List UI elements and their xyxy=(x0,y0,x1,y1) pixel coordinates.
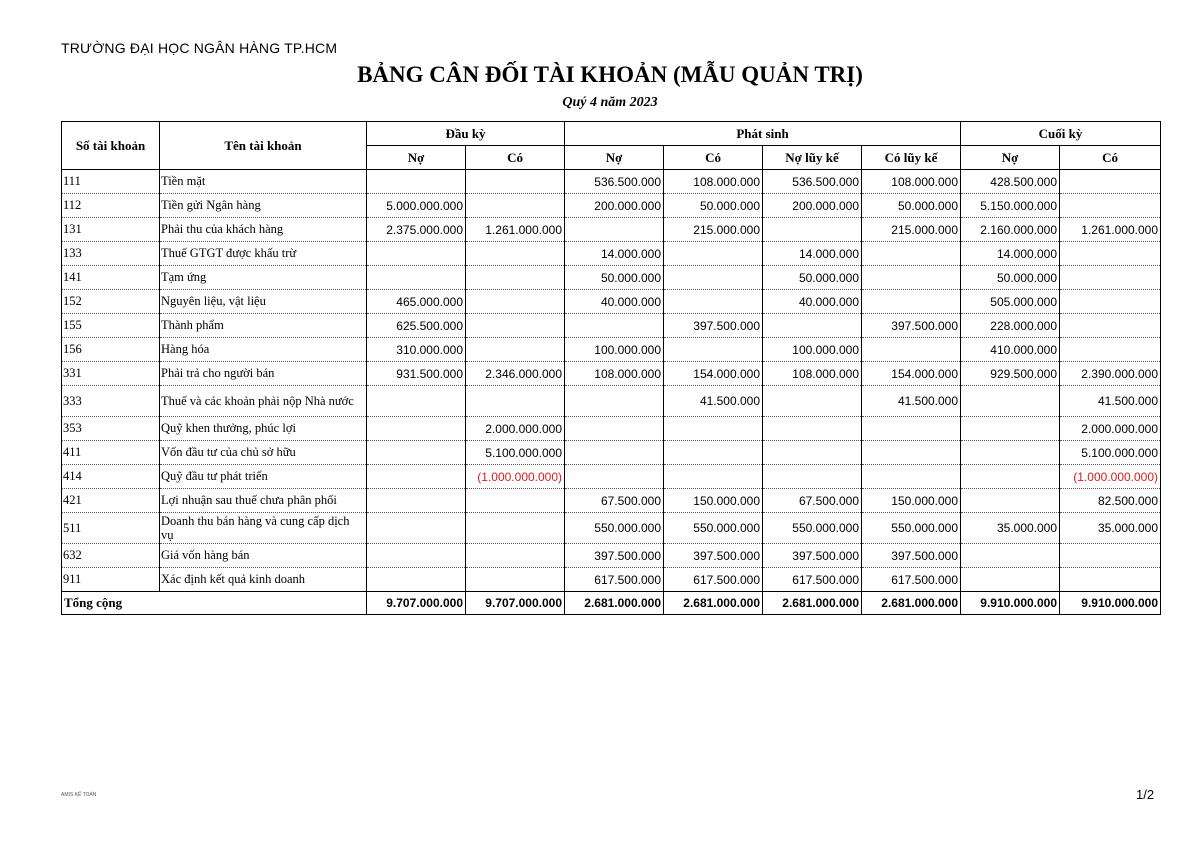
cell-opening-debit xyxy=(367,170,466,194)
cell-opening-credit: 2.000.000.000 xyxy=(466,417,565,441)
cell-movement-debit: 617.500.000 xyxy=(565,568,664,592)
cell-cumulative-credit xyxy=(862,338,961,362)
account-name: Hàng hóa xyxy=(160,338,367,362)
cell-movement-debit xyxy=(565,314,664,338)
account-number: 421 xyxy=(62,489,160,513)
cell-closing-credit xyxy=(1060,338,1161,362)
cell-opening-credit: 1.261.000.000 xyxy=(466,218,565,242)
cell-movement-debit xyxy=(565,386,664,417)
cell-cumulative-credit: 397.500.000 xyxy=(862,314,961,338)
cell-closing-credit: 41.500.000 xyxy=(1060,386,1161,417)
account-name: Giá vốn hàng bán xyxy=(160,544,367,568)
cell-movement-credit: 150.000.000 xyxy=(664,489,763,513)
cell-opening-credit xyxy=(466,386,565,417)
account-number: 331 xyxy=(62,362,160,386)
cell-opening-debit xyxy=(367,441,466,465)
cell-cumulative-debit: 536.500.000 xyxy=(763,170,862,194)
subheader-closing-credit: Có xyxy=(1060,146,1161,170)
cell-closing-debit: 428.500.000 xyxy=(961,170,1060,194)
account-name: Quỹ đầu tư phát triển xyxy=(160,465,367,489)
cell-closing-debit xyxy=(961,489,1060,513)
cell-closing-debit: 410.000.000 xyxy=(961,338,1060,362)
cell-cumulative-debit: 397.500.000 xyxy=(763,544,862,568)
subheader-movement-debit: Nợ xyxy=(565,146,664,170)
account-name: Lợi nhuận sau thuế chưa phân phối xyxy=(160,489,367,513)
cell-closing-credit: 82.500.000 xyxy=(1060,489,1161,513)
cell-closing-debit: 228.000.000 xyxy=(961,314,1060,338)
cell-cumulative-credit xyxy=(862,441,961,465)
cell-movement-debit: 397.500.000 xyxy=(565,544,664,568)
cell-opening-credit: (1.000.000.000) xyxy=(466,465,565,489)
cell-movement-debit: 50.000.000 xyxy=(565,266,664,290)
header-movement: Phát sinh xyxy=(565,122,961,146)
software-label: AMIS KẾ TOÁN xyxy=(61,792,97,798)
cell-cumulative-credit: 550.000.000 xyxy=(862,513,961,544)
cell-closing-credit xyxy=(1060,194,1161,218)
cell-movement-debit xyxy=(565,218,664,242)
cell-closing-credit xyxy=(1060,568,1161,592)
subheader-opening-credit: Có xyxy=(466,146,565,170)
cell-cumulative-debit xyxy=(763,417,862,441)
cell-opening-debit xyxy=(367,242,466,266)
cell-closing-debit: 2.160.000.000 xyxy=(961,218,1060,242)
cell-cumulative-debit: 50.000.000 xyxy=(763,266,862,290)
cell-movement-debit xyxy=(565,417,664,441)
cell-movement-credit xyxy=(664,338,763,362)
report-period: Quý 4 năm 2023 xyxy=(562,95,658,110)
account-name: Thành phẩm xyxy=(160,314,367,338)
organization-name: TRƯỜNG ĐẠI HỌC NGÂN HÀNG TP.HCM xyxy=(61,40,338,56)
account-name: Tiền mặt xyxy=(160,170,367,194)
account-name: Thuế GTGT được khấu trừ xyxy=(160,242,367,266)
account-number: 152 xyxy=(62,290,160,314)
cell-closing-credit: 5.100.000.000 xyxy=(1060,441,1161,465)
cell-opening-credit xyxy=(466,568,565,592)
account-number: 131 xyxy=(62,218,160,242)
cell-movement-credit xyxy=(664,441,763,465)
cell-cumulative-debit: 14.000.000 xyxy=(763,242,862,266)
account-number: 411 xyxy=(62,441,160,465)
cell-movement-debit xyxy=(565,465,664,489)
account-number: 133 xyxy=(62,242,160,266)
cell-cumulative-debit: 108.000.000 xyxy=(763,362,862,386)
cell-opening-credit xyxy=(466,338,565,362)
cell-cumulative-debit xyxy=(763,314,862,338)
cell-movement-debit: 67.500.000 xyxy=(565,489,664,513)
cell-cumulative-debit: 617.500.000 xyxy=(763,568,862,592)
cell-opening-credit: 5.100.000.000 xyxy=(466,441,565,465)
cell-opening-credit xyxy=(466,544,565,568)
account-number: 511 xyxy=(62,513,160,544)
cell-closing-credit xyxy=(1060,266,1161,290)
cell-cumulative-debit: 550.000.000 xyxy=(763,513,862,544)
cell-cumulative-credit: 108.000.000 xyxy=(862,170,961,194)
cell-closing-debit xyxy=(961,568,1060,592)
cell-opening-debit xyxy=(367,266,466,290)
cell-cumulative-debit: 100.000.000 xyxy=(763,338,862,362)
account-name: Xác định kết quả kinh doanh xyxy=(160,568,367,592)
total-value: 9.707.000.000 xyxy=(367,592,466,615)
cell-opening-debit xyxy=(367,386,466,417)
subheader-cumulative-credit: Có lũy kế xyxy=(862,146,961,170)
table-row xyxy=(62,544,1161,568)
account-number: 333 xyxy=(62,386,160,417)
cell-movement-credit xyxy=(664,290,763,314)
table-row xyxy=(62,170,1161,194)
cell-movement-credit: 215.000.000 xyxy=(664,218,763,242)
table-row xyxy=(62,314,1161,338)
account-number: 112 xyxy=(62,194,160,218)
table-row xyxy=(62,218,1161,242)
header-account-name: Tên tài khoản xyxy=(160,122,367,170)
cell-opening-debit: 5.000.000.000 xyxy=(367,194,466,218)
cell-movement-debit xyxy=(565,441,664,465)
cell-cumulative-debit: 40.000.000 xyxy=(763,290,862,314)
account-name: Tạm ứng xyxy=(160,266,367,290)
cell-closing-credit: (1.000.000.000) xyxy=(1060,465,1161,489)
account-number: 911 xyxy=(62,568,160,592)
cell-opening-debit xyxy=(367,489,466,513)
cell-opening-debit: 931.500.000 xyxy=(367,362,466,386)
cell-cumulative-debit xyxy=(763,218,862,242)
cell-closing-debit: 505.000.000 xyxy=(961,290,1060,314)
cell-opening-credit xyxy=(466,266,565,290)
cell-opening-debit: 625.500.000 xyxy=(367,314,466,338)
total-label: Tổng cộng xyxy=(62,592,367,615)
table-row xyxy=(62,465,1161,489)
table-row xyxy=(62,441,1161,465)
cell-cumulative-credit: 215.000.000 xyxy=(862,218,961,242)
cell-closing-debit xyxy=(961,465,1060,489)
account-number: 111 xyxy=(62,170,160,194)
cell-cumulative-credit xyxy=(862,266,961,290)
cell-opening-credit xyxy=(466,513,565,544)
cell-closing-credit xyxy=(1060,544,1161,568)
cell-movement-debit: 100.000.000 xyxy=(565,338,664,362)
account-name: Tiền gửi Ngân hàng xyxy=(160,194,367,218)
cell-closing-credit xyxy=(1060,314,1161,338)
cell-closing-debit: 14.000.000 xyxy=(961,242,1060,266)
account-name: Phải trả cho người bán xyxy=(160,362,367,386)
account-name: Phải thu của khách hàng xyxy=(160,218,367,242)
total-value: 2.681.000.000 xyxy=(862,592,961,615)
total-row xyxy=(62,592,1161,615)
cell-closing-credit: 1.261.000.000 xyxy=(1060,218,1161,242)
cell-closing-debit xyxy=(961,386,1060,417)
cell-movement-credit: 154.000.000 xyxy=(664,362,763,386)
total-value: 9.910.000.000 xyxy=(1060,592,1161,615)
cell-cumulative-credit xyxy=(862,290,961,314)
cell-movement-debit: 200.000.000 xyxy=(565,194,664,218)
cell-closing-credit: 35.000.000 xyxy=(1060,513,1161,544)
cell-cumulative-debit: 200.000.000 xyxy=(763,194,862,218)
account-number: 141 xyxy=(62,266,160,290)
cell-cumulative-credit: 150.000.000 xyxy=(862,489,961,513)
cell-opening-debit: 2.375.000.000 xyxy=(367,218,466,242)
table-row xyxy=(62,513,1161,544)
cell-opening-credit xyxy=(466,314,565,338)
report-title: BẢNG CÂN ĐỐI TÀI KHOẢN (MẪU QUẢN TRỊ) xyxy=(357,62,863,87)
cell-closing-credit: 2.000.000.000 xyxy=(1060,417,1161,441)
header-opening: Đầu kỳ xyxy=(367,122,565,146)
table-row xyxy=(62,194,1161,218)
cell-opening-credit: 2.346.000.000 xyxy=(466,362,565,386)
cell-opening-debit xyxy=(367,417,466,441)
cell-cumulative-credit: 41.500.000 xyxy=(862,386,961,417)
cell-closing-credit xyxy=(1060,242,1161,266)
subheader-closing-debit: Nợ xyxy=(961,146,1060,170)
cell-movement-credit: 50.000.000 xyxy=(664,194,763,218)
cell-opening-debit xyxy=(367,544,466,568)
table-row xyxy=(62,242,1161,266)
subheader-movement-credit: Có xyxy=(664,146,763,170)
cell-closing-debit: 5.150.000.000 xyxy=(961,194,1060,218)
table-row xyxy=(62,568,1161,592)
cell-closing-credit xyxy=(1060,290,1161,314)
total-value: 2.681.000.000 xyxy=(763,592,862,615)
cell-opening-debit xyxy=(367,465,466,489)
cell-cumulative-credit xyxy=(862,465,961,489)
table-row xyxy=(62,386,1161,417)
cell-cumulative-credit: 397.500.000 xyxy=(862,544,961,568)
cell-movement-debit: 40.000.000 xyxy=(565,290,664,314)
cell-closing-debit xyxy=(961,417,1060,441)
cell-closing-debit xyxy=(961,441,1060,465)
cell-opening-credit xyxy=(466,242,565,266)
trial-balance-table xyxy=(61,121,1161,615)
account-name: Quỹ khen thưởng, phúc lợi xyxy=(160,417,367,441)
table-row xyxy=(62,489,1161,513)
account-name: Vốn đầu tư của chủ sở hữu xyxy=(160,441,367,465)
table-row xyxy=(62,266,1161,290)
cell-cumulative-credit: 50.000.000 xyxy=(862,194,961,218)
total-value: 9.910.000.000 xyxy=(961,592,1060,615)
table-row xyxy=(62,290,1161,314)
account-number: 155 xyxy=(62,314,160,338)
account-number: 353 xyxy=(62,417,160,441)
cell-movement-debit: 536.500.000 xyxy=(565,170,664,194)
account-number: 156 xyxy=(62,338,160,362)
cell-movement-debit: 550.000.000 xyxy=(565,513,664,544)
cell-closing-debit xyxy=(961,544,1060,568)
cell-cumulative-debit xyxy=(763,465,862,489)
cell-closing-debit: 929.500.000 xyxy=(961,362,1060,386)
cell-opening-credit xyxy=(466,489,565,513)
cell-opening-debit: 310.000.000 xyxy=(367,338,466,362)
cell-movement-credit: 397.500.000 xyxy=(664,314,763,338)
table-row xyxy=(62,362,1161,386)
header-closing: Cuối kỳ xyxy=(961,122,1161,146)
cell-closing-debit: 35.000.000 xyxy=(961,513,1060,544)
header-account-no: Số tài khoản xyxy=(62,122,160,170)
cell-movement-credit xyxy=(664,417,763,441)
cell-opening-credit xyxy=(466,194,565,218)
cell-cumulative-credit xyxy=(862,417,961,441)
cell-cumulative-debit xyxy=(763,386,862,417)
cell-cumulative-credit: 617.500.000 xyxy=(862,568,961,592)
cell-movement-credit xyxy=(664,266,763,290)
account-name: Doanh thu bán hàng và cung cấp dịch vụ xyxy=(160,513,367,544)
cell-opening-debit xyxy=(367,568,466,592)
cell-opening-debit: 465.000.000 xyxy=(367,290,466,314)
total-value: 9.707.000.000 xyxy=(466,592,565,615)
cell-movement-credit xyxy=(664,242,763,266)
cell-opening-debit xyxy=(367,513,466,544)
cell-cumulative-debit: 67.500.000 xyxy=(763,489,862,513)
table-row xyxy=(62,417,1161,441)
cell-opening-credit xyxy=(466,170,565,194)
subheader-cumulative-debit: Nợ lũy kế xyxy=(763,146,862,170)
account-number: 632 xyxy=(62,544,160,568)
page-number: 1/2 xyxy=(1136,787,1155,802)
subheader-opening-debit: Nợ xyxy=(367,146,466,170)
cell-movement-credit: 617.500.000 xyxy=(664,568,763,592)
cell-cumulative-debit xyxy=(763,441,862,465)
cell-cumulative-credit xyxy=(862,242,961,266)
table-row xyxy=(62,338,1161,362)
cell-movement-credit: 397.500.000 xyxy=(664,544,763,568)
cell-closing-credit: 2.390.000.000 xyxy=(1060,362,1161,386)
cell-movement-credit: 41.500.000 xyxy=(664,386,763,417)
total-value: 2.681.000.000 xyxy=(565,592,664,615)
cell-movement-credit: 550.000.000 xyxy=(664,513,763,544)
account-name: Nguyên liệu, vật liệu xyxy=(160,290,367,314)
total-value: 2.681.000.000 xyxy=(664,592,763,615)
cell-cumulative-credit: 154.000.000 xyxy=(862,362,961,386)
cell-movement-debit: 14.000.000 xyxy=(565,242,664,266)
cell-closing-credit xyxy=(1060,170,1161,194)
account-number: 414 xyxy=(62,465,160,489)
cell-movement-credit xyxy=(664,465,763,489)
cell-movement-credit: 108.000.000 xyxy=(664,170,763,194)
cell-closing-debit: 50.000.000 xyxy=(961,266,1060,290)
cell-movement-debit: 108.000.000 xyxy=(565,362,664,386)
cell-opening-credit xyxy=(466,290,565,314)
account-name: Thuế và các khoản phải nộp Nhà nước xyxy=(160,386,367,417)
